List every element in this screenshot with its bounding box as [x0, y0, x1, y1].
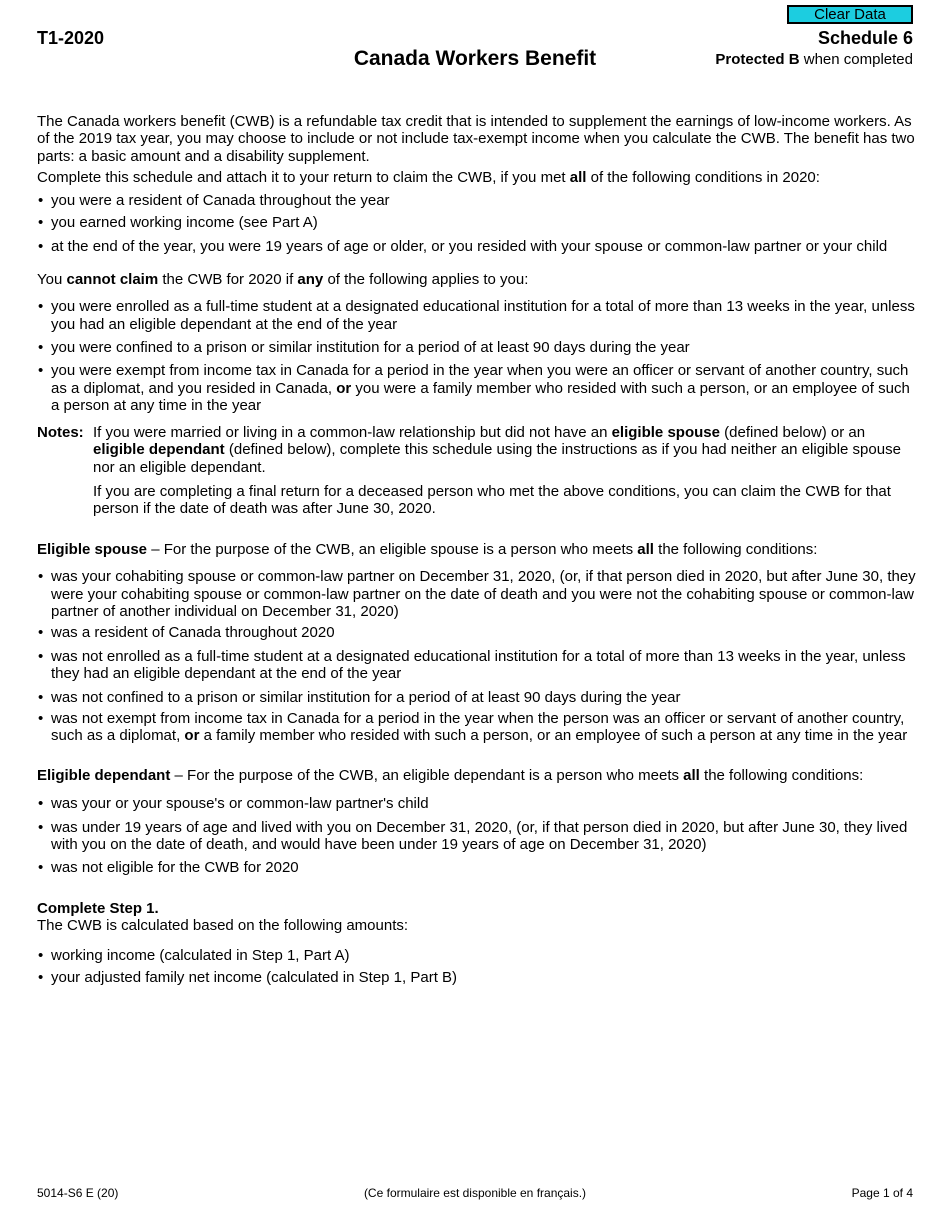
list-item: • your adjusted family net income (calculated in Step 1, Part B): [37, 969, 917, 986]
list-item: • was under 19 years of age and lived with you on December 31, 2020, (or, if that person died in 2020, but after June 30, they lived with you on the date of death, and would have been under 19 years of age on December 31, 2020): [37, 819, 917, 854]
eligible-spouse-heading: [37, 541, 917, 558]
list-item: • you were confined to a prison or similar institution for a period of at least 90 days during the year: [37, 339, 917, 356]
list-item-emphasis: or: [336, 379, 352, 397]
list-item: • you were a resident of Canada throughout the year: [37, 192, 917, 209]
note-eligible-spouse-term: eligible spouse: [611, 423, 720, 441]
note-text: If you were married or living in a common-law relationship but did not have an: [93, 423, 612, 441]
step1-text: The CWB is calculated based on the following amounts:: [37, 917, 409, 935]
list-item: • was your cohabiting spouse or common-law partner on December 31, 2020, (or, if that person died in 2020, but after June 30, they were your cohabiting spouse or common-law partner on the date of death and you were not the cohabiting spouse or common-law partner of another individual on December 31, 2020): [37, 568, 917, 620]
list-item-text: was not exempt from income tax in Canada for a period in the year when the person was an officer or servant of another country, such as a diplomat,: [51, 709, 905, 745]
list-item-emphasis: or: [184, 727, 200, 745]
eligible-dependant-text-end: the following conditions:: [699, 766, 864, 784]
eligible-dependant-term: Eligible dependant: [37, 766, 171, 784]
conditions-intro-emphasis: all: [569, 169, 587, 187]
notes-label: Notes:: [37, 423, 84, 441]
list-item: [37, 362, 917, 414]
conditions-intro: [37, 169, 917, 186]
cannot-claim-intro: [37, 271, 917, 288]
form-number: 5014-S6 E (20): [37, 1186, 119, 1200]
list-item: • was not confined to a prison or similar institution for a period of at least 90 days during the year: [37, 689, 917, 706]
list-item: • at the end of the year, you were 19 years of age or older, or you resided with your spouse or common-law partner or your child: [37, 238, 917, 255]
eligible-spouse-list: [37, 568, 917, 745]
cannot-claim-text: You: [37, 270, 67, 288]
eligible-spouse-text-end: the following conditions:: [653, 540, 818, 558]
eligible-spouse-term: Eligible spouse: [37, 540, 148, 558]
protected-b-label: Protected B: [715, 51, 800, 68]
cannot-claim-any: any: [297, 270, 324, 288]
list-item-text-end: you were a family member who resided with such a person, or an employee of such a person at any time in the year: [51, 379, 910, 415]
list-item: • you earned working income (see Part A): [37, 214, 917, 231]
list-item: • was a resident of Canada throughout 2020: [37, 624, 917, 641]
eligible-spouse-all: all: [637, 540, 654, 558]
cannot-claim-text-mid: the CWB for 2020 if: [158, 270, 298, 288]
list-item: [37, 710, 917, 745]
step1-list: [37, 947, 917, 987]
list-item-text-end: a family member who resided with such a person, or an employee of such a person at any time in the year: [199, 727, 908, 745]
notes-section: [37, 424, 917, 518]
cannot-claim-list: [37, 298, 917, 414]
eligible-dependant-text: – For the purpose of the CWB, an eligible dependant is a person who meets: [170, 766, 684, 784]
conditions-intro-text: Complete this schedule and attach it to your return to claim the CWB, if you met: [37, 169, 570, 187]
protected-suffix: when completed: [799, 51, 913, 68]
eligible-dependant-list: [37, 795, 917, 877]
note-eligible-spouse: [93, 424, 917, 476]
note-deceased: If you are completing a final return for a deceased person who met the above conditions, you can claim the CWB for that person if the date of death was after June 30, 2020.: [93, 482, 891, 518]
list-item-text: you were exempt from income tax in Canada for a period in the year when you were an officer or servant of another country, such as a diplomat, and you resided in Canada,: [51, 362, 909, 397]
intro-paragraph: The Canada workers benefit (CWB) is a refundable tax credit that is intended to supplement the earnings of low-income workers. As of the 2019 tax year, you may choose to include or not include tax-exempt income when you calculate the CWB. The benefit has two parts: a basic amount and a disability supplement.: [37, 113, 915, 165]
cannot-claim-text-end: of the following applies to you:: [323, 270, 529, 288]
eligible-dependant-heading: [37, 767, 917, 784]
notes-body: [93, 424, 917, 518]
list-item: • was not enrolled as a full-time student at a designated educational institution for a total of more than 13 weeks in the year, unless they had an eligible dependant at the end of the year: [37, 648, 917, 683]
french-availability-note: (Ce formulaire est disponible en français.): [363, 1186, 587, 1200]
page-number: Page 1 of 4: [851, 1186, 913, 1200]
list-item: • you were enrolled as a full-time student at a designated educational institution for a total of more than 13 weeks in the year, unless you had an eligible dependant at the end of the year: [37, 298, 917, 333]
page-title: Canada Workers Benefit: [353, 47, 597, 70]
clear-data-button[interactable]: Clear Data: [787, 5, 913, 24]
form-id: T1-2020: [37, 28, 105, 48]
schedule-content: [37, 113, 917, 986]
step1-heading: Complete Step 1.: [37, 899, 159, 917]
conditions-list: [37, 192, 917, 256]
eligible-dependant-all: all: [683, 766, 700, 784]
note-text-mid: (defined below) or an: [719, 423, 866, 441]
eligible-spouse-text: – For the purpose of the CWB, an eligible spouse is a person who meets: [147, 540, 638, 558]
protected-status: [715, 51, 913, 68]
conditions-intro-text-end: of the following conditions in 2020:: [586, 169, 820, 187]
note-eligible-dependant-term: eligible dependant: [93, 441, 225, 459]
note-text-end: (defined below), complete this schedule using the instructions as if you had neither an eligible spouse nor an eligible dependant.: [93, 441, 901, 476]
list-item: • working income (calculated in Step 1, Part A): [37, 947, 917, 964]
cannot-claim-emphasis: cannot claim: [66, 270, 159, 288]
list-item: • was your or your spouse's or common-law partner's child: [37, 795, 917, 812]
schedule-number: Schedule 6: [817, 28, 913, 48]
list-item: • was not eligible for the CWB for 2020: [37, 859, 917, 876]
